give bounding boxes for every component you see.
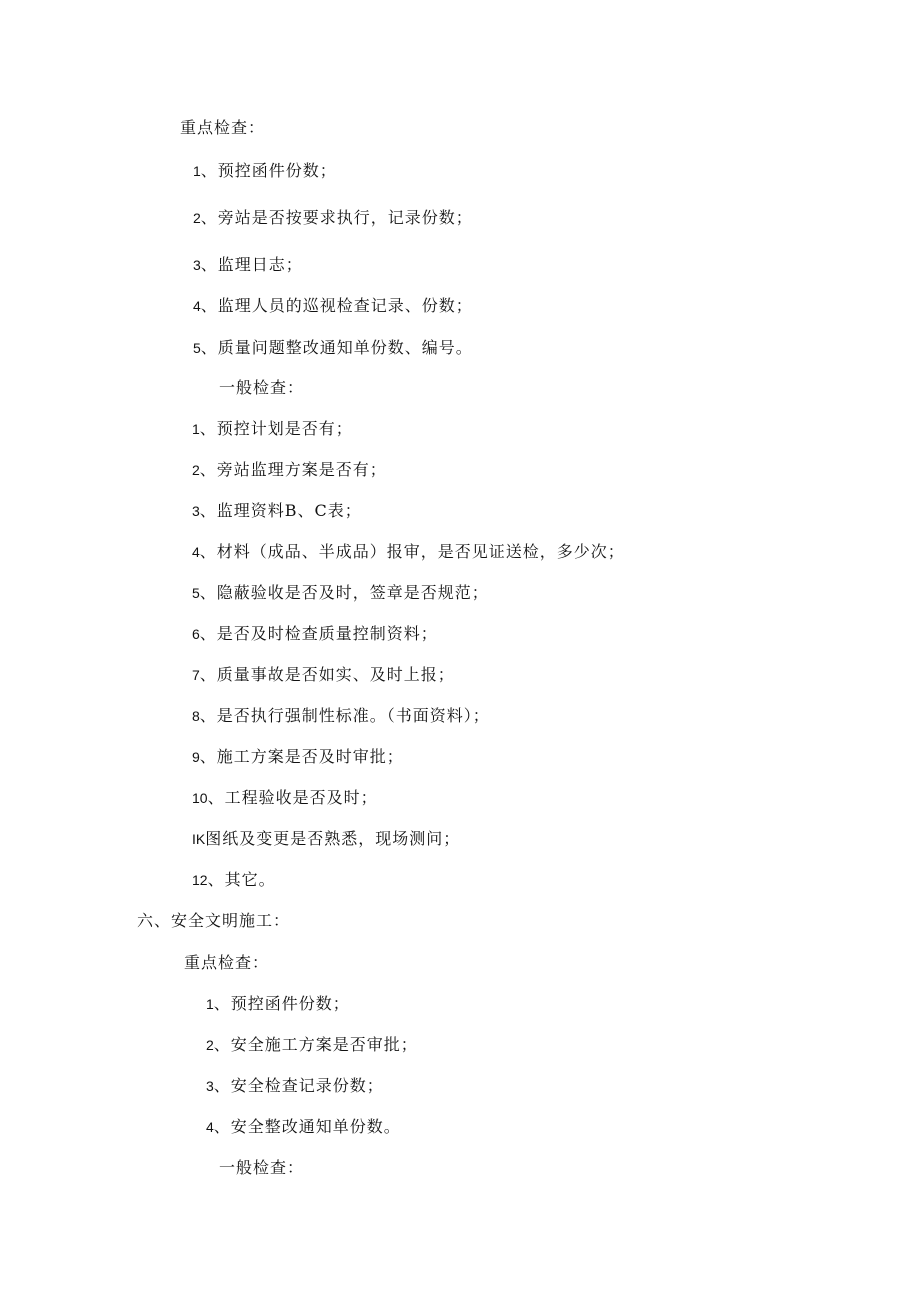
heading-key-inspection: 重点检查： [184, 953, 270, 972]
list-item: 4、监理人员的巡视检查记录、份数； [193, 296, 473, 315]
list-item: 9、施工方案是否及时审批； [192, 747, 404, 766]
list-item: 2、安全施工方案是否审批； [206, 1035, 418, 1054]
heading-general-inspection: 一般检查： [219, 378, 305, 397]
list-item: 3、安全检查记录份数； [206, 1076, 384, 1095]
list-item: 6、是否及时检查质量控制资料； [192, 624, 438, 643]
list-item: 8、是否执行强制性标准。（书面资料）； [192, 706, 490, 725]
list-item: 5、质量问题整改通知单份数、编号。 [193, 338, 473, 357]
list-item: 1、预控函件份数； [206, 994, 350, 1013]
list-item: 4、材料（成品、半成品）报审，是否见证送检，多少次； [192, 542, 625, 561]
heading-key-inspection: 重点检查： [180, 118, 266, 137]
list-item: IK图纸及变更是否熟悉，现场测问； [192, 829, 461, 848]
list-item: 2、旁站是否按要求执行，记录份数； [193, 208, 473, 227]
list-item: 3、监理日志； [193, 255, 303, 274]
section-heading-safety: 六、安全文明施工： [137, 911, 291, 930]
list-item: 12、其它。 [192, 870, 276, 889]
list-item: 3、监理资料B、C表； [192, 501, 362, 520]
list-item: 4、安全整改通知单份数。 [206, 1117, 401, 1136]
list-item: 7、质量事故是否如实、及时上报； [192, 665, 455, 684]
list-item: 2、旁站监理方案是否有； [192, 460, 387, 479]
heading-general-inspection: 一般检查： [219, 1158, 305, 1177]
list-item: 1、预控函件份数； [193, 161, 337, 180]
list-item: 5、隐蔽验收是否及时，签章是否规范； [192, 583, 489, 602]
list-item: 1、预控计划是否有； [192, 419, 353, 438]
list-item: 10、工程验收是否及时； [192, 788, 378, 807]
